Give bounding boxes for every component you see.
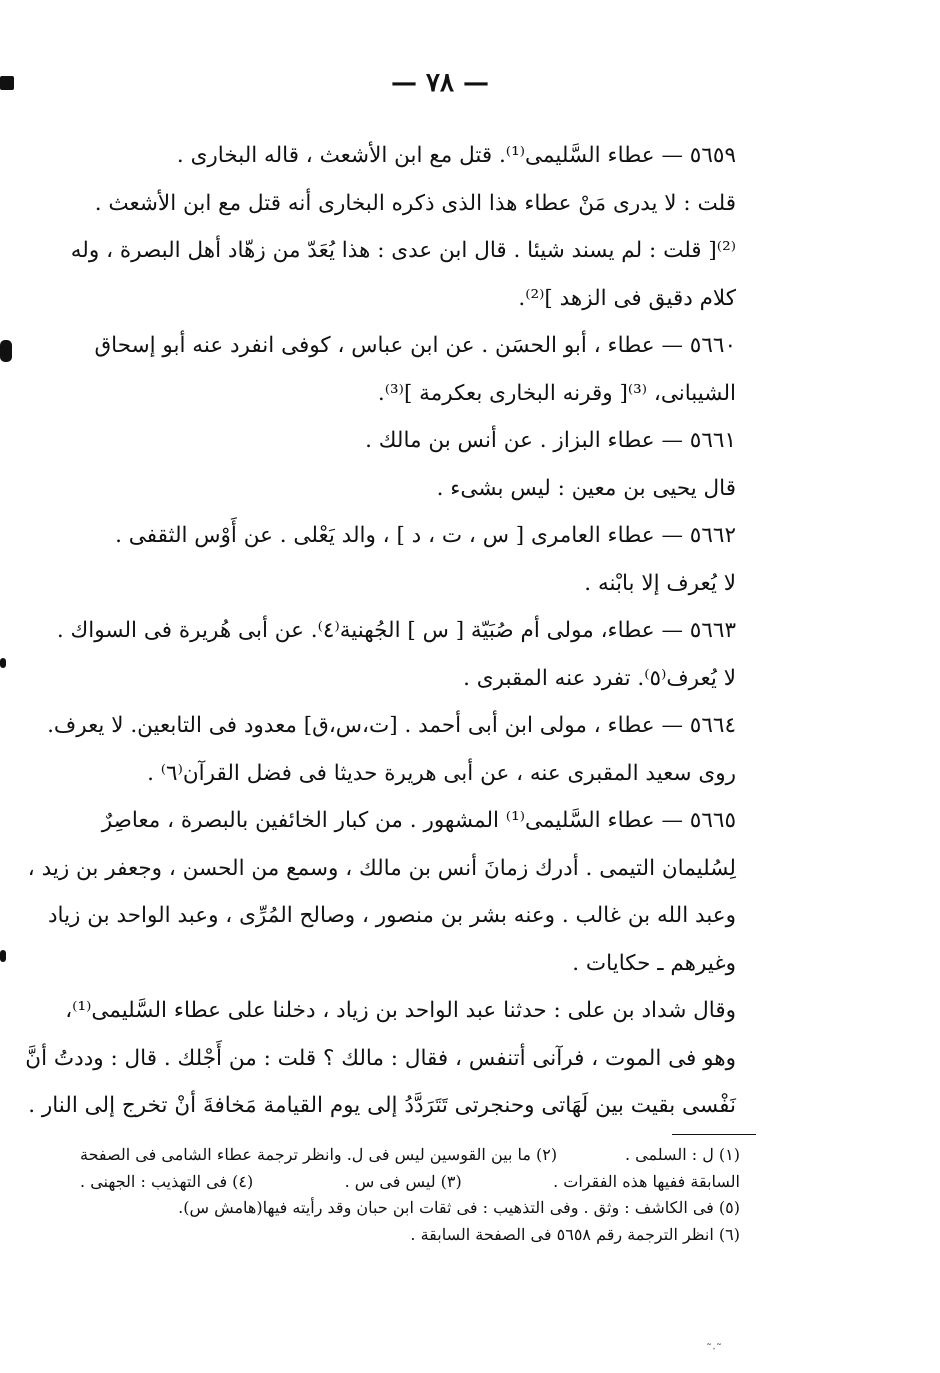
footnote-5: (٥) فى الكاشف : وثق . وفى التذهيب : فى ثقات ابن حبان وقد رأيته فيها(هامش س). xyxy=(178,1198,740,1217)
text-line: ⁽²⁾[ قلت : لم يسند شيئا . قال ابن عدى : هذا يُعَدّ من زهّاد أهل البصرة ، وله xyxy=(70,238,736,263)
scan-mark xyxy=(0,950,6,962)
scan-speck: ˜ˑ˜ xyxy=(706,1342,723,1356)
text-line: ٥٦٥٩ — عطاء السَّليمى⁽¹⁾. قتل مع ابن الأشعث ، قاله البخارى . xyxy=(176,143,736,168)
footnote-separator xyxy=(672,1134,756,1135)
text-line: روى سعيد المقبرى عنه ، عن أبى هريرة حديثا فى فضل القرآن⁽٦⁾ . xyxy=(147,760,736,786)
text-line: قلت : لا يدرى مَنْ عطاء هذا الذى ذكره البخارى أنه قتل مع ابن الأشعث . xyxy=(94,190,736,216)
footnote-1: (١) ل : السلمى . xyxy=(624,1145,740,1164)
footnote-4: (٤) فى التهذيب : الجهنى . xyxy=(80,1171,254,1191)
text-line: لا يُعرف إلا بابْنه . xyxy=(584,570,736,596)
text-line: وقال شداد بن على : حدثنا عبد الواحد بن زياد ، دخلنا على عطاء السَّليمى⁽¹⁾، xyxy=(65,998,736,1023)
text-line: نَفْسى بقيت بين لَهَاتى وحنجرتى تَتَرَدَّدُ إلى يوم القيامة مَخافةَ أنْ تخرج إلى النار . xyxy=(28,1093,736,1118)
footnote-3: (٣) ليس فى س . xyxy=(344,1171,462,1191)
text-line: ٥٦٦٠ — عطاء ، أبو الحسَن . عن ابن عباس ، كوفى انفرد عنه أبو إسحاق xyxy=(94,333,736,358)
text-line: ٥٦٦٤ — عطاء ، مولى ابن أبى أحمد . [ت،س،ق] معدود فى التابعين. لا يعرف. xyxy=(47,713,736,738)
footnotes xyxy=(80,1142,740,1248)
text-line: ٥٦٦١ — عطاء البزاز . عن أنس بن مالك . xyxy=(365,428,736,453)
text-line: كلام دقيق فى الزهد ]⁽²⁾. xyxy=(518,285,736,311)
text-line: وهو فى الموت ، فرآنى أتنفس ، فقال : مالك ؟ قلت : من أَجْلك . قال : وددتُ أنَّ xyxy=(25,1045,736,1071)
footnote-2-continued: السابقة ففيها هذه الفقرات . xyxy=(553,1171,740,1191)
text-line: وغيرهم ـ حكايات . xyxy=(572,950,736,976)
footnote-row xyxy=(80,1169,740,1196)
text-line: لا يُعرف⁽٥⁾. تفرد عنه المقبرى . xyxy=(463,665,736,691)
main-text xyxy=(25,132,736,1130)
text-line: وعبد الله بن غالب . وعنه بشر بن منصور ، وصالح المُرِّى ، وعبد الواحد بن زياد xyxy=(47,903,736,928)
footnote-2: (٢) ما بين القوسين ليس فى ل. وانظر ترجمة عطاء الشامى فى الصفحة xyxy=(80,1145,558,1164)
text-line: الشيبانى، ⁽³⁾[ وقرنه البخارى بعكرمة ]⁽³⁾. xyxy=(377,380,736,406)
text-line: ٥٦٦٣ — عطاء، مولى أم صُبَيّة [ س ] الجُهنية⁽٤⁾. عن أبى هُريرة فى السواك . xyxy=(56,618,736,643)
text-line: لِسُليمان التيمى . أدرك زمانَ أنس بن مالك ، وسمع من الحسن ، وجعفر بن زيد ، xyxy=(27,855,736,881)
scan-mark xyxy=(0,658,6,668)
text-line: ٥٦٦٥ — عطاء السَّليمى⁽¹⁾ المشهور . من كبار الخائفين بالبصرة ، معاصِرٌ xyxy=(101,808,736,833)
text-line: ٥٦٦٢ — عطاء العامرى [ س ، ت ، د ] ، والد يَعْلى . عن أَوْس الثقفى . xyxy=(115,523,736,548)
footnote-row xyxy=(80,1142,740,1169)
footnote-6: (٦) انظر الترجمة رقم ٥٦٥٨ فى الصفحة السابقة . xyxy=(410,1224,740,1244)
text-line: قال يحيى بن معين : ليس بشىء . xyxy=(436,475,736,501)
scan-mark xyxy=(0,340,12,362)
page-number: — ٧٨ — xyxy=(390,68,490,98)
